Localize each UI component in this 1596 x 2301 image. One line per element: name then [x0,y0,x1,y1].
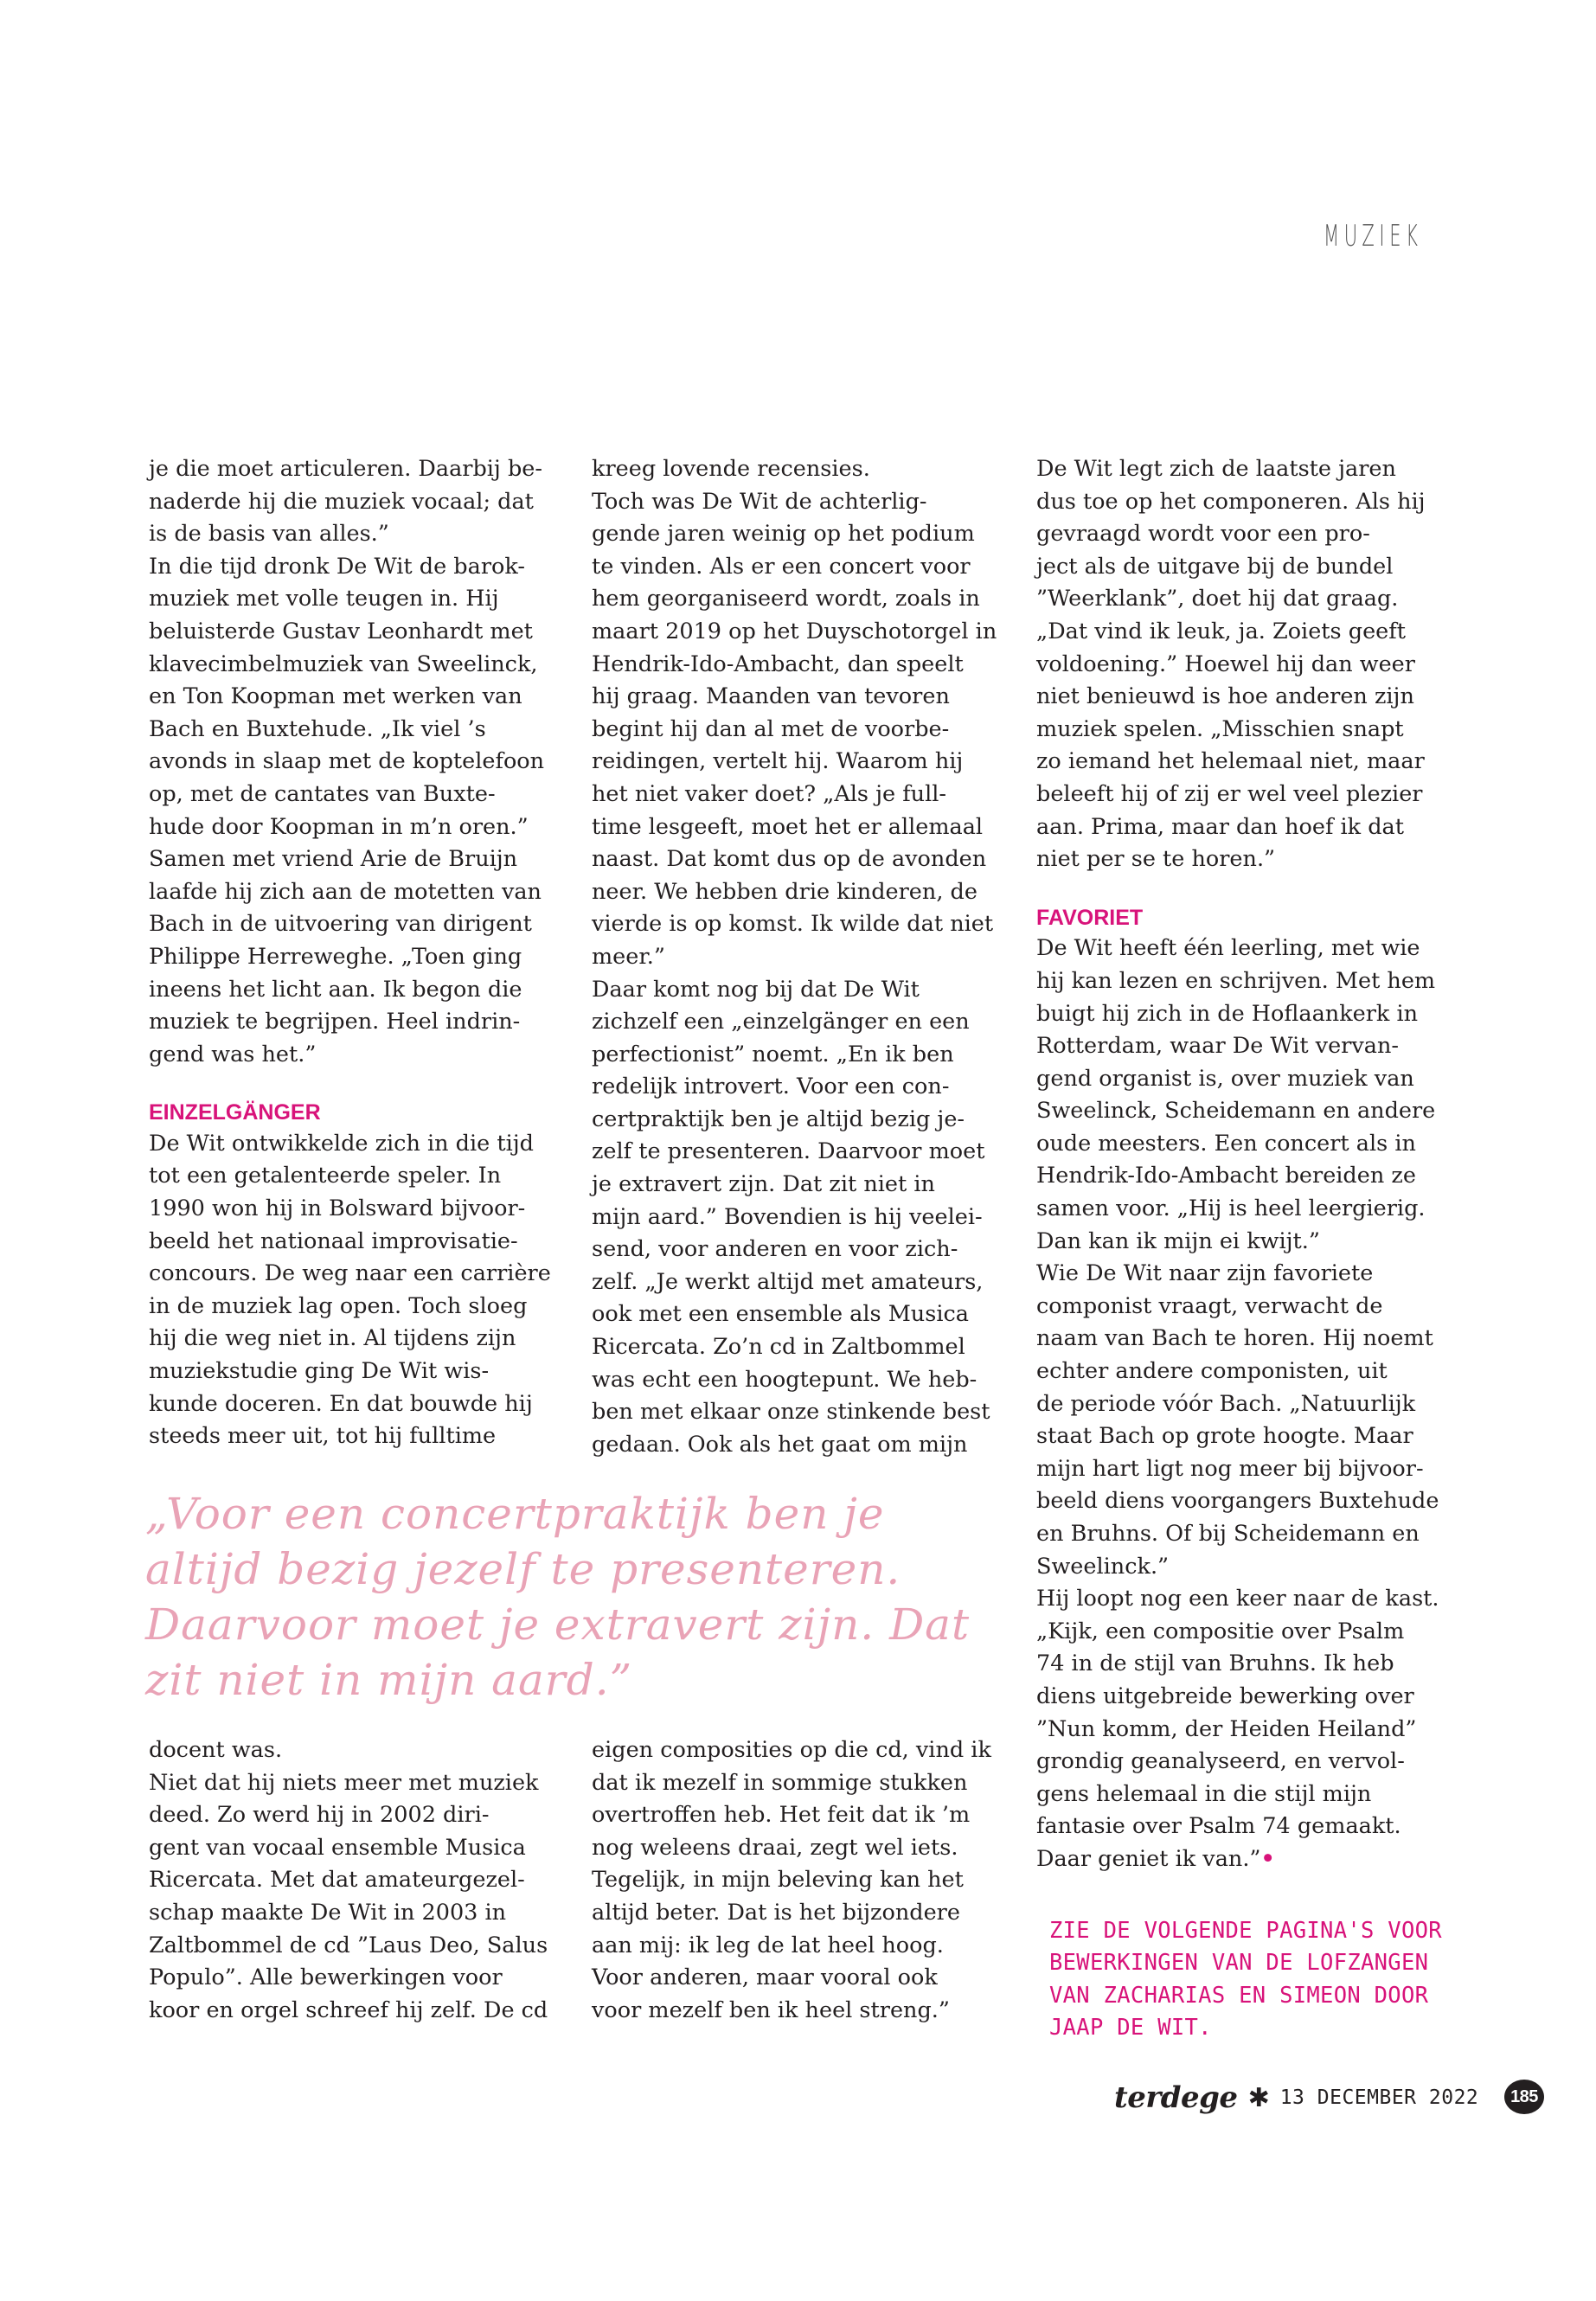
body-text-line: op, met de cantates van Buxte- [149,780,496,807]
body-text-line: Sweelinck, Scheidemann en andere [1036,1098,1436,1125]
body-text-line: Wie De Wit naar zijn favoriete [1036,1260,1374,1287]
body-text-line: neer. We hebben drie kinderen, de [592,878,977,905]
body-text-line: de periode vóór Bach. „Natuurlijk [1036,1390,1416,1417]
body-text-line: mijn aard.” Bovendien is hij veelei- [592,1203,983,1230]
body-text-line: gedaan. Ook als het gaat om mijn [592,1431,968,1458]
body-text-line: hij graag. Maanden van tevoren [592,683,950,710]
footer [1114,2076,1478,2119]
body-text-line: De Wit heeft één leerling, met wie [1036,935,1420,962]
body-text-line: Ricercata. Met dat amateurgezel- [149,1867,525,1894]
body-text-line: ook met een ensemble als Musica [592,1301,969,1328]
body-text-line: naast. Dat komt dus op de avonden [592,846,987,873]
body-text-line: ”Weerklank”, doet hij dat graag. [1036,586,1399,612]
body-text-line: ineens het licht aan. Ik begon die [149,976,522,1003]
body-text-line: Sweelinck.” [1036,1553,1170,1580]
body-text-line: ”Nun komm, der Heiden Heiland” [1036,1715,1417,1742]
body-text-line: te vinden. Als er een concert voor [592,553,971,580]
pull-quote-line: Daarvoor moet je extravert zijn. Dat [145,1599,971,1650]
body-text-line: aan mij: ik leg de lat heel hoog. [592,1932,944,1958]
body-text-line: certpraktijk ben je altijd bezig je- [592,1106,965,1132]
issue-date: 13 DECEMBER 2022 [1279,2086,1479,2109]
body-text-line: voor mezelf ben ik heel streng.” [592,1997,950,2023]
body-text-line: klavecimbelmuziek van Sweelinck, [149,651,538,677]
body-text-line: eigen composities op die cd, vind ik [592,1737,991,1763]
body-text-line: meer.” [592,943,665,970]
column-left-top [149,453,571,1453]
section-label: MUZIEK [1324,219,1423,253]
body-text-line: je die moet articuleren. Daarbij be- [149,456,542,482]
body-text-line: in de muziek lag open. Toch sloeg [149,1292,528,1319]
body-text-line: deed. Zo werd hij in 2002 diri- [149,1802,490,1829]
body-text-line: 74 in de stijl van Bruhns. Ik heb [1036,1650,1394,1677]
body-text-line: vierde is op komst. Ik wilde dat niet [592,911,994,938]
body-text-line: naderde hij die muziek vocaal; dat [149,488,534,515]
body-text-line: gens helemaal in die stijl mijn [1036,1780,1372,1807]
next-pages-note-line: BEWERKINGEN VAN DE LOFZANGEN [1049,1950,1429,1977]
body-text-line: Rotterdam, waar De Wit vervan- [1036,1033,1400,1060]
body-text-line: De Wit legt zich de laatste jaren [1036,456,1396,482]
body-text-line: reidingen, vertelt hij. Waarom hij [592,748,964,775]
body-text-line: Voor anderen, maar vooral ook [592,1965,938,1991]
pull-quote-line: altijd bezig jezelf te presenteren. [145,1544,901,1594]
body-text-line: redelijk introvert. Voor een con- [592,1074,950,1100]
body-text-line: overtroffen heb. Het feit dat ik ’m [592,1802,971,1829]
body-text-line: beleeft hij of zij er wel veel plezier [1036,780,1423,807]
body-text-line: „Dat vind ik leuk, ja. Zoiets geeft [1036,618,1406,644]
body-text-line: Bach in de uitvoering van dirigent [149,911,532,938]
body-text-line: mijn hart ligt nog meer bij bijvoor- [1036,1455,1424,1482]
body-text-line: ben met elkaar onze stinkende best [592,1399,990,1426]
body-text-line: en Ton Koopman met werken van [149,683,522,710]
body-text-line: niet per se te horen.” [1036,846,1276,873]
body-text-line: niet benieuwd is hoe anderen zijn [1036,683,1414,710]
pull-quote-line: zit niet in mijn aard.” [145,1655,633,1705]
body-text-line: Bach en Buxtehude. „Ik viel ’s [149,715,486,742]
body-text-line: altijd beter. Dat is het bijzondere [592,1899,960,1926]
body-text-line: diens uitgebreide bewerking over [1036,1682,1414,1709]
body-text-line: gend organist is, over muziek van [1036,1065,1414,1092]
body-text-line: steeds meer uit, tot hij fulltime [149,1423,497,1450]
page-number: 185 [1504,2080,1544,2114]
body-text-line: maart 2019 op het Duyschotorgel in [592,618,997,644]
body-text-line: samen voor. „Hij is heel leergierig. [1036,1195,1426,1222]
body-text-line: perfectionist” noemt. „En ik ben [592,1041,954,1067]
body-text-line: Hij loopt nog een keer naar de kast. [1036,1586,1439,1612]
next-pages-note-line: VAN ZACHARIAS EN SIMEON DOOR [1049,1982,1429,2009]
body-text-line: oude meesters. Een concert als in [1036,1130,1416,1157]
pull-quote-line: „Voor een concertpraktijk ben je [145,1489,885,1539]
body-text-line: 1990 won hij in Bolsward bijvoor- [149,1195,526,1222]
body-text-line: gevraagd wordt voor een pro- [1036,521,1370,548]
next-pages-note-line: JAAP DE WIT. [1049,2015,1212,2041]
body-text-line: concours. De weg naar een carrière [149,1260,551,1287]
article-end-mark: • [1260,1845,1275,1872]
body-text-line: Philippe Herreweghe. „Toen ging [149,943,522,970]
body-text-line: Daar geniet ik van.”• [1036,1845,1275,1872]
body-text-line: voldoening.” Hoewel hij dan weer [1036,651,1415,677]
body-text-line: kreeg lovende recensies. [592,456,870,482]
body-text-line: nog weleens draai, zegt wel iets. [592,1834,958,1861]
body-text-line: ject als de uitgave bij de bundel [1036,553,1394,580]
body-text-line: Hendrik-Ido-Ambacht bereiden ze [1036,1163,1416,1189]
body-text-line: het niet vaker doet? „Als je full- [592,780,946,807]
section-heading: EINZELGÄNGER [149,1100,321,1125]
body-text-line: In die tijd dronk De Wit de barok- [149,553,525,580]
body-text-line: grondig geanalyseerd, en vervol- [1036,1748,1405,1775]
body-text-line: De Wit ontwikkelde zich in die tijd [149,1130,534,1157]
body-text-line: „Kijk, een compositie over Psalm [1036,1618,1405,1644]
body-text-line: Niet dat hij niets meer met muziek [149,1769,539,1796]
column-right [1036,453,1458,1876]
next-pages-note [1049,1915,1499,2045]
body-text-line: hem georganiseerd wordt, zoals in [592,586,980,612]
body-text-line: koor en orgel schreef hij zelf. De cd [149,1997,548,2023]
magazine-logo: terdege [1114,2080,1238,2115]
asterisk-icon: ✱ [1247,2082,1270,2113]
body-text-line: Dan kan ik mijn ei kwijt.” [1036,1227,1320,1254]
body-text-line: Zaltbommel de cd ”Laus Deo, Salus [149,1932,548,1958]
body-text-line: schap maakte De Wit in 2003 in [149,1899,507,1926]
body-text-line: dus toe op het componeren. Als hij [1036,488,1426,515]
body-text-line: was echt een hoogtepunt. We heb- [592,1366,977,1393]
body-text-line: aan. Prima, maar dan hoef ik dat [1036,813,1404,840]
body-text-line: docent was. [149,1737,283,1763]
body-text-line: zichzelf een „einzelgänger en een [592,1009,970,1035]
body-text-line: echter andere componisten, uit [1036,1358,1388,1385]
column-middle-top [592,453,1014,1461]
body-text-line: laafde hij zich aan de motetten van [149,878,542,905]
body-text-line: componist vraagt, verwacht de [1036,1292,1383,1319]
column-middle-bottom [592,1734,1014,2027]
body-text-line: staat Bach op grote hoogte. Maar [1036,1423,1413,1450]
body-text-line: gend was het.” [149,1041,317,1067]
paragraph-gap [149,1071,571,1095]
body-text-line: Tegelijk, in mijn beleving kan het [592,1867,964,1894]
body-text-line: buigt hij zich in de Hoflaankerk in [1036,1000,1419,1027]
body-text-line: beeld het nationaal improvisatie- [149,1227,518,1254]
body-text-line: is de basis van alles.” [149,521,389,548]
body-text-line: muziekstudie ging De Wit wis- [149,1358,490,1385]
body-text-line: dat ik mezelf in sommige stukken [592,1769,968,1796]
body-text-line: naam van Bach te horen. Hij noemt [1036,1325,1433,1352]
paragraph-gap [1036,876,1458,901]
column-left-bottom [149,1734,571,2027]
body-text-line: muziek met volle teugen in. Hij [149,586,499,612]
body-text-line: Hendrik-Ido-Ambacht, dan speelt [592,651,964,677]
body-text-line: begint hij dan al met de voorbe- [592,715,950,742]
body-text-line: hude door Koopman in m’n oren.” [149,813,529,840]
body-text-line: kunde doceren. En dat bouwde hij [149,1390,533,1417]
body-text-line: tot een getalenteerde speler. In [149,1163,502,1189]
body-text-line: en Bruhns. Of bij Scheidemann en [1036,1521,1420,1547]
body-text-line: muziek spelen. „Misschien snapt [1036,715,1404,742]
next-pages-note-line: ZIE DE VOLGENDE PAGINA'S VOOR [1049,1918,1442,1944]
body-text-line: Samen met vriend Arie de Bruijn [149,846,518,873]
body-text-line: fantasie over Psalm 74 gemaakt. [1036,1813,1401,1840]
section-heading: FAVORIET [1036,905,1144,930]
body-text-line: Populo”. Alle bewerkingen voor [149,1965,503,1991]
body-text-line: time lesgeeft, moet het er allemaal [592,813,984,840]
body-text-line: beeld diens voorgangers Buxtehude [1036,1488,1439,1515]
body-text-line: hij kan lezen en schrijven. Met hem [1036,967,1436,994]
body-text-line: zelf te presenteren. Daarvoor moet [592,1138,985,1165]
body-text-line: gent van vocaal ensemble Musica [149,1834,526,1861]
body-text-line: muziek te begrijpen. Heel indrin- [149,1009,521,1035]
body-text-line: je extravert zijn. Dat zit niet in [592,1171,935,1198]
body-text-line: hij die weg niet in. Al tijdens zijn [149,1325,516,1352]
body-text-line: send, voor anderen en voor zich- [592,1236,958,1263]
body-text-line: zo iemand het helemaal niet, maar [1036,748,1425,775]
body-text-line: Ricercata. Zo’n cd in Zaltbommel [592,1334,965,1361]
body-text-line: Daar komt nog bij dat De Wit [592,976,920,1003]
body-text-line: avonds in slaap met de koptelefoon [149,748,545,775]
body-text-line: zelf. „Je werkt altijd met amateurs, [592,1268,984,1295]
body-text-line: gende jaren weinig op het podium [592,521,975,548]
body-text-line: beluisterde Gustav Leonhardt met [149,618,533,644]
pull-quote [145,1486,971,1708]
body-text-line: Toch was De Wit de achterlig- [592,488,927,515]
